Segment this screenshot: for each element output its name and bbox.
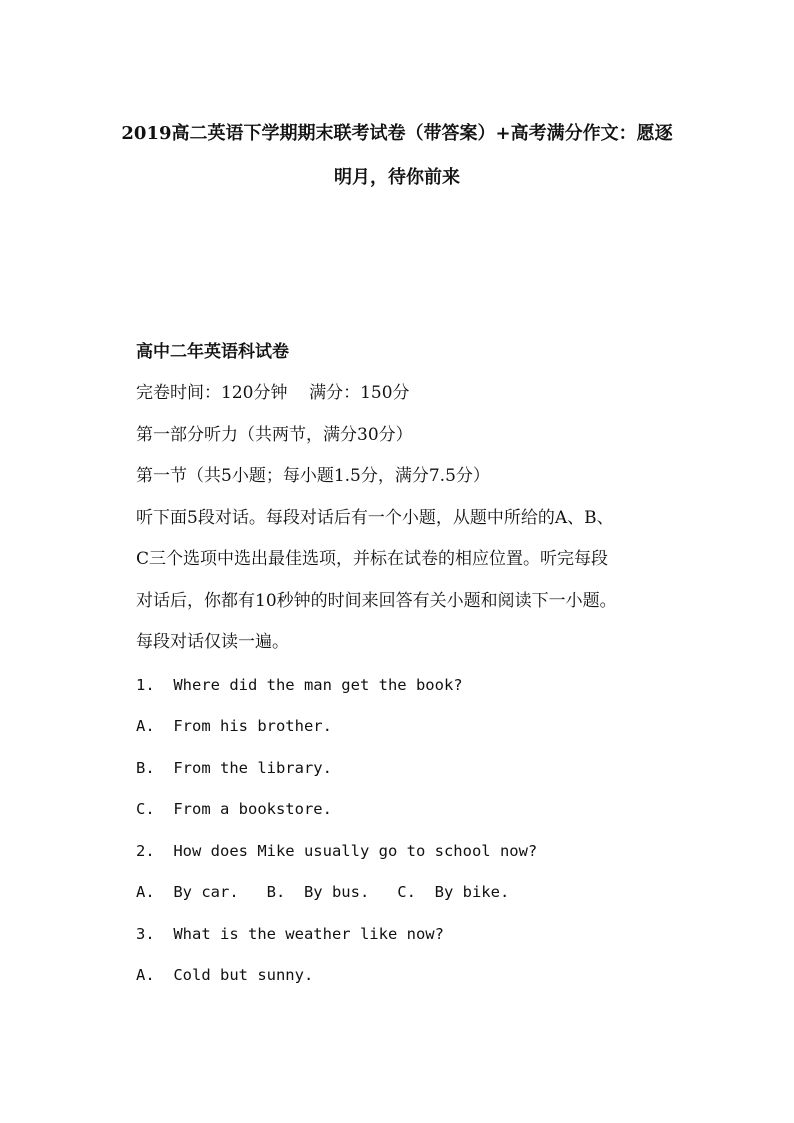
question-1-option-b: B. From the library. (136, 759, 332, 777)
instruction-line: 每段对话仅读一遍。 (136, 632, 289, 652)
exam-heading: 高中二年英语科试卷 (136, 342, 289, 362)
part-1-heading: 第一部分听力（共两节，满分30分） (136, 425, 413, 445)
question-3-option-a: A. Cold but sunny. (136, 966, 314, 984)
question-1: 1. Where did the man get the book? (136, 676, 463, 694)
instruction-line: 对话后，你都有10秒钟的时间来回答有关小题和阅读下一小题。 (136, 591, 617, 611)
question-1-option-a: A. From his brother. (136, 717, 332, 735)
exam-info: 完卷时间：120分钟 满分：150分 (136, 383, 410, 403)
question-2-options: A. By car. B. By bus. C. By bike. (136, 883, 510, 901)
instruction-line: C三个选项中选出最佳选项，并标在试卷的相应位置。听完每段 (136, 549, 609, 569)
question-3: 3. What is the weather like now? (136, 925, 444, 943)
instruction-line: 听下面5段对话。每段对话后有一个小题，从题中所给的A、B、 (136, 508, 614, 528)
question-2: 2. How does Mike usually go to school now? (136, 842, 538, 860)
document-title-line-2: 明月，待你前来 (334, 167, 460, 188)
document-title-line-1: 2019高二英语下学期期末联考试卷（带答案）+高考满分作文：愿逐 (121, 123, 673, 144)
question-1-option-c: C. From a bookstore. (136, 800, 332, 818)
section-1-heading: 第一节（共5小题；每小题1.5分，满分7.5分） (136, 466, 490, 486)
